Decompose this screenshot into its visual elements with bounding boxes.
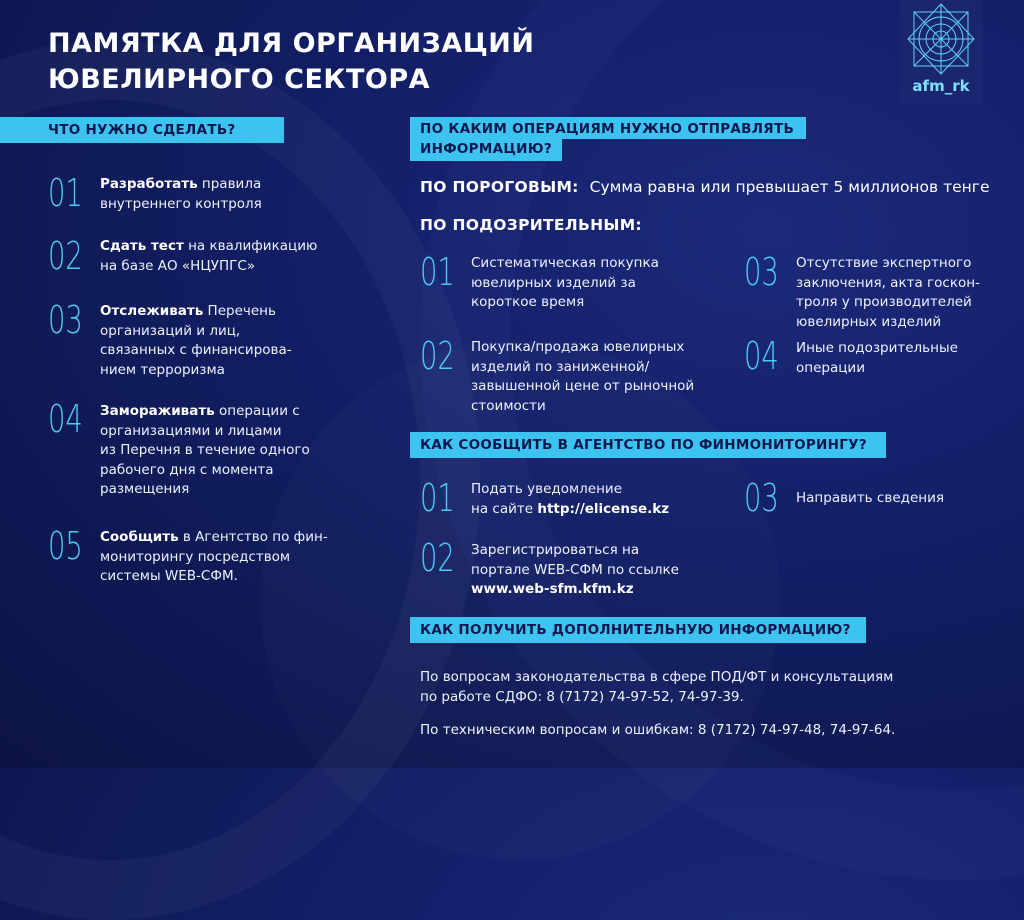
item-text: Иные подозрительные операции — [796, 340, 958, 376]
item-text — [471, 480, 731, 519]
title-line-2: ЮВЕЛИРНОГО СЕКТОРА — [48, 64, 431, 95]
section-heading-what-to-do: ЧТО НУЖНО СДЕЛАТЬ? — [0, 117, 284, 143]
heading-line-2: ИНФОРМАЦИЮ? — [410, 139, 562, 161]
afm-logo[interactable] — [900, 0, 982, 103]
item-text: Отсутствие экспертного заключения, акта госкон- троля у производителей ювелирных изделий — [796, 255, 980, 330]
item-rest: операции с организациями и лицами из Перечня в течение одного рабочего дня с момента размещения — [100, 403, 310, 497]
item-bold: Разработать — [100, 176, 198, 192]
item-number: 02 — [420, 334, 455, 378]
item-rest: правила внутреннего контроля — [100, 176, 262, 212]
section-heading-operations — [410, 117, 795, 161]
item-text — [100, 175, 340, 214]
item-text: Направить сведения — [796, 490, 944, 506]
item-rest: на квалификацию на базе АО «НЦУПГС» — [100, 238, 318, 274]
info-paragraph-2: По техническим вопросам и ошибкам: 8 (7172) 74-97-48, 74-97-64. — [420, 722, 896, 738]
item-number: 01 — [420, 476, 455, 520]
item-text — [100, 402, 350, 500]
elicense-link[interactable]: http://elicense.kz — [537, 500, 670, 517]
item-number: 03 — [744, 250, 779, 294]
item-number: 01 — [420, 250, 455, 294]
item-number: 01 — [48, 171, 83, 215]
threshold-label: ПО ПОРОГОВЫМ: — [420, 178, 579, 196]
suspicious-label: ПО ПОДОЗРИТЕЛЬНЫМ: — [420, 216, 642, 234]
page-title — [48, 26, 534, 98]
section-heading-report: КАК СООБЩИТЬ В АГЕНТСТВО ПО ФИНМОНИТОРИНГУ? — [410, 432, 886, 458]
item-bold: Замораживать — [100, 403, 215, 419]
title-line-1: ПАМЯТКА ДЛЯ ОРГАНИЗАЦИЙ — [48, 28, 535, 59]
item-rest: Подать уведомление на сайте — [471, 481, 622, 517]
item-rest: Перечень организаций и лиц, связанных с финансирова- нием терроризма — [100, 303, 292, 378]
item-rest: Зарегистрироваться на портале WEB-СФМ по ссылке — [471, 542, 679, 578]
section-heading-info: КАК ПОЛУЧИТЬ ДОПОЛНИТЕЛЬНУЮ ИНФОРМАЦИЮ? — [410, 617, 866, 643]
item-number: 04 — [744, 334, 779, 378]
item-number: 03 — [744, 476, 779, 520]
item-bold: Сдать тест — [100, 238, 184, 254]
heading-line-1: ПО КАКИМ ОПЕРАЦИЯМ НУЖНО ОТПРАВЛЯТЬ — [410, 117, 806, 139]
item-text — [100, 528, 350, 587]
item-text — [471, 541, 731, 600]
item-text: Покупка/продажа ювелирных изделий по заниженной/ завышенной цене от рыночной стоимости — [471, 339, 695, 414]
item-rest: в Агентство по фин- мониторингу посредством системы WEB-СФМ. — [100, 529, 328, 584]
item-bold: Сообщить — [100, 529, 179, 545]
info-paragraph-1: По вопросам законодательства в сфере ПОД/ФТ и консультациям по работе СДФО: 8 (7172) 74-97-52, 74-97-39. — [420, 669, 894, 705]
item-bold: Отслеживать — [100, 303, 204, 319]
web-sfm-link[interactable]: www.web-sfm.kfm.kz — [471, 581, 634, 597]
threshold-text: Сумма равна или превышает 5 миллионов тенге — [589, 178, 990, 196]
logo-text: afm_rk — [912, 77, 970, 95]
item-number: 04 — [48, 397, 83, 441]
item-text: Систематическая покупка ювелирных изделий за короткое время — [471, 255, 659, 310]
logo-emblem-icon — [900, 2, 982, 80]
item-number: 03 — [48, 298, 83, 342]
item-number: 05 — [48, 524, 83, 568]
item-text — [100, 237, 340, 276]
item-text — [100, 302, 340, 380]
item-number: 02 — [48, 234, 83, 278]
item-number: 02 — [420, 536, 455, 580]
threshold-row — [420, 178, 989, 196]
